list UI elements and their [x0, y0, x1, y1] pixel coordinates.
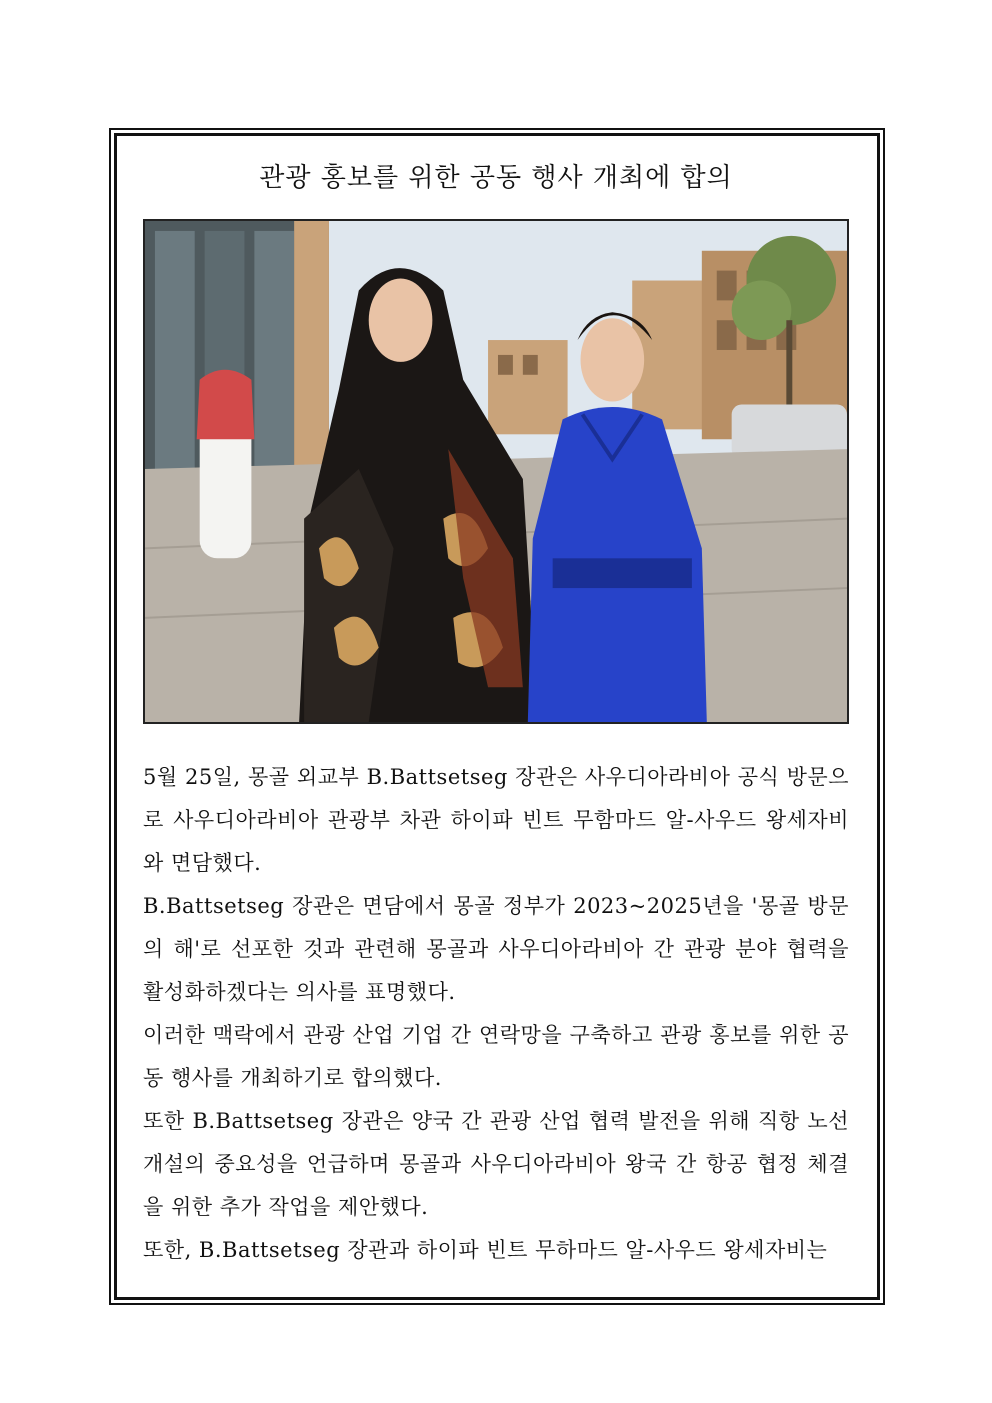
photo-illustration	[145, 221, 847, 722]
photo-woman2-face	[581, 318, 645, 401]
body-paragraph: 5월 25일, 몽골 외교부 B.Battsetseg 장관은 사우디아라비아 공식 방문으로 사우디아라비아 관광부 차관 하이파 빈트 무함마드 알-사우드 왕세자비와 면담했다.	[143, 765, 849, 875]
body-paragraph: B.Battsetseg 장관은 면담에서 몽골 정부가 2023~2025년을 '몽골 방문의 해'로 선포한 것과 관련해 몽골과 사우디아라비아 간 관광 분야 협력을 활성화하겠다는 의사를 표명했다.	[143, 894, 849, 1004]
body-paragraph: 이러한 맥락에서 관광 산업 기업 간 연락망을 구축하고 관광 홍보를 위한 공동 행사를 개최하기로 합의했다.	[143, 1023, 849, 1090]
article-title: 관광 홍보를 위한 공동 행사 개최에 합의	[259, 163, 733, 193]
body-paragraph: 또한, B.Battsetseg 장관과 하이파 빈트 무하마드 알-사우드 왕세자비는	[143, 1238, 828, 1262]
photo-woman-face	[369, 279, 433, 362]
photo-deel-sash	[553, 558, 692, 588]
body-paragraph: 또한 B.Battsetseg 장관은 양국 간 관광 산업 협력 발전을 위해 직항 노선 개설의 중요성을 언급하며 몽골과 사우디아라비아 왕국 간 항공 협정 체결을 위한 추가 작업을 제안했다.	[143, 1109, 849, 1219]
article-photo	[143, 219, 849, 724]
article-body	[143, 756, 849, 1272]
